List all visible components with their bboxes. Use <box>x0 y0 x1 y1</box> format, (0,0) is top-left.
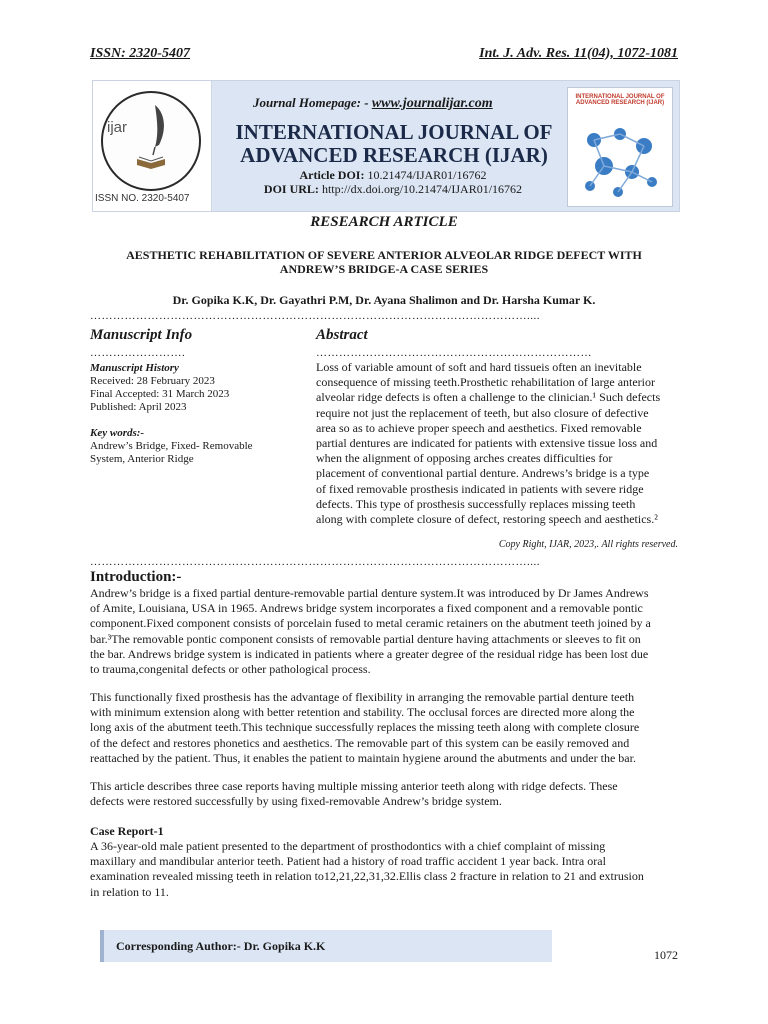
text-line: examination revealed missing teeth in relation to12,21,22,31,32.Ellis class 2 fracture in relation to 21 and extrusion <box>90 869 644 884</box>
text-line: bar.³The removable pontic component consists of removable partial denture having attachments or sleeves to fit on <box>90 631 641 646</box>
published-date: Published: April 2023 <box>90 401 187 413</box>
intro-heading: Introduction:- <box>90 569 182 585</box>
text-line: Andrew’s bridge is a fixed partial denture-removable partial denture system.It was introduced by Dr James Andrews <box>90 586 649 600</box>
separator-dots: …………………………………………………………………………………………………….... <box>90 556 540 568</box>
cover-title: INTERNATIONAL JOURNAL OF ADVANCED RESEARCH (IJAR) <box>575 94 665 106</box>
doi-block <box>223 168 563 196</box>
text-line: This article describes three case reports having multiple missing anterior teeth along with ridge defects. These <box>90 779 618 793</box>
accepted-date: Final Accepted: 31 March 2023 <box>90 388 230 400</box>
intro-paragraph-3 <box>90 779 680 809</box>
text-line: component.Fixed component consists of porcelain fused to metal ceramic retainers on the abutment teeth joined by a <box>90 616 651 631</box>
journal-title-line1: INTERNATIONAL JOURNAL OF <box>235 120 553 144</box>
doi-url-link[interactable]: http://dx.doi.org/10.21474/IJAR01/16762 <box>321 182 523 196</box>
text-line: maxillary and mandibular anterior teeth. Patient had a history of road traffic accident 1 year back. Intra oral <box>90 854 606 869</box>
journal-logo <box>93 81 212 211</box>
text-line: defects were restored successfully by using fixed-removable Andrew’s bridge system. <box>90 794 502 809</box>
article-title: AESTHETIC REHABILITATION OF SEVERE ANTERIOR ALVEOLAR RIDGE DEFECT WITH ANDREW’S BRIDGE-A CASE SERIES <box>126 248 642 276</box>
abstract-line: defects. This type of prosthesis successfully replaces missing teeth <box>316 496 636 511</box>
logo-circle <box>101 91 201 191</box>
manuscript-info-heading: Manuscript Info <box>90 327 193 343</box>
text-line: the bar. Andrews bridge system is indicated in patients where a greater degree of the residual ridge has been lost due <box>90 646 649 661</box>
text-line: long axis of the abutment teeth.This technique successfully replaces the missing teeth along with complete closure <box>90 720 640 735</box>
abstract-line: Loss of variable amount of soft and hard tissueis often an inevitable <box>316 360 642 374</box>
abstract-line: when the alignment of opposing arches creates difficulties for <box>316 451 613 466</box>
molecule-icon <box>574 120 666 200</box>
text-line: reattached by the patient. Thus, it enables the patient to maintain hygiene around the abutments and under the bar. <box>90 750 636 765</box>
text-line: to trauma,congenital defects or other pathological process. <box>90 662 371 677</box>
doi-url-label: DOI URL: <box>263 182 319 196</box>
citation-header: Int. J. Adv. Res. 11(04), 1072-1081 <box>479 46 678 61</box>
journal-banner <box>92 80 680 212</box>
copyright: Copy Right, IJAR, 2023,. All rights reserved. <box>498 539 678 550</box>
keywords <box>90 427 280 466</box>
text-line: of Amite, Louisiana, USA in 1965. Andrews bridge system incorporates a fixed component and a removable pontic <box>90 601 643 616</box>
page-number: 1072 <box>654 948 678 962</box>
logo-issn: ISSN NO. 2320-5407 <box>95 193 190 204</box>
issn-header: ISSN: 2320-5407 <box>90 46 190 61</box>
abstract-line: of fixed removable prosthesis indicated in patients with severe ridge <box>316 481 644 496</box>
homepage-label: Journal Homepage: - <box>253 95 369 110</box>
separator-dots: …………………………………………………………………………………………………….... <box>90 310 540 322</box>
abstract-line: placement of conventional partial denture. Andrews’s bridge is a type <box>316 466 650 481</box>
abstract-heading: Abstract <box>316 327 368 343</box>
journal-cover-thumbnail <box>567 87 673 207</box>
case-report-heading: Case Report-1 <box>90 824 164 838</box>
doi-value: 10.21474/IJAR01/16762 <box>367 168 487 182</box>
received-date: Received: 28 February 2023 <box>90 375 215 387</box>
text-line: This functionally fixed prosthesis has the advantage of flexibility in arranging the removable partial denture teeth <box>90 690 635 704</box>
journal-title-line2: ADVANCED RESEARCH (IJAR) <box>240 143 548 167</box>
authors: Dr. Gopika K.K, Dr. Gayathri P.M, Dr. Ayana Shalimon and Dr. Harsha Kumar K. <box>172 293 596 307</box>
keywords-line1: Andrew’s Bridge, Fixed- Removable <box>90 440 253 452</box>
article-type: RESEARCH ARTICLE <box>310 214 458 230</box>
journal-title <box>219 121 569 167</box>
abstract-text <box>316 360 678 527</box>
history-label: Manuscript History <box>90 362 179 374</box>
manuscript-dots: ……………………. <box>90 347 186 359</box>
intro-paragraph-1 <box>90 586 680 677</box>
abstract-line: consequence of missing teeth.Prosthetic rehabilitation of large anterior <box>316 375 656 390</box>
doi-label: Article DOI: <box>299 168 365 182</box>
abstract-line: require not just the replacement of teeth, but also closure of defective <box>316 405 649 420</box>
manuscript-history <box>90 362 280 414</box>
quill-book-icon <box>103 93 199 189</box>
text-line: A 36-year-old male patient presented to the department of prosthodontics with a chief complaint of missing <box>90 839 606 853</box>
journal-homepage <box>253 95 493 112</box>
keywords-line2: System, Anterior Ridge <box>90 453 194 465</box>
keywords-label: Key words:- <box>90 427 145 439</box>
abstract-line: partial dentures are indicated for patients with extensive tissue loss and <box>316 436 658 451</box>
abstract-line: along with complete closure of defect, restoring speech and aesthetics.² <box>316 512 658 527</box>
text-line: in relation to 11. <box>90 884 169 899</box>
abstract-line: area so as to achieve proper speech and aesthetics. Fixed removable <box>316 420 642 435</box>
logo-text: ijar <box>107 119 128 136</box>
homepage-link[interactable]: www.journalijar.com <box>371 96 493 111</box>
text-line: of the defect and restores phonetics and aesthetics. The removable part of this system can be easily removed and <box>90 735 630 750</box>
abstract-dots: ……………………………………………………………… <box>316 347 592 359</box>
abstract-line: alveolar ridge defects is often a challenge to the clinician.¹ Such defects <box>316 390 661 405</box>
case-report-text <box>90 839 680 900</box>
corresponding-author: Corresponding Author:- Dr. Gopika K.K <box>116 939 326 953</box>
text-line: with minimum extension along with better retention and stability. The occlusal forces are directed more along the <box>90 705 635 720</box>
corresponding-author-box <box>100 930 552 962</box>
intro-paragraph-2 <box>90 690 680 766</box>
